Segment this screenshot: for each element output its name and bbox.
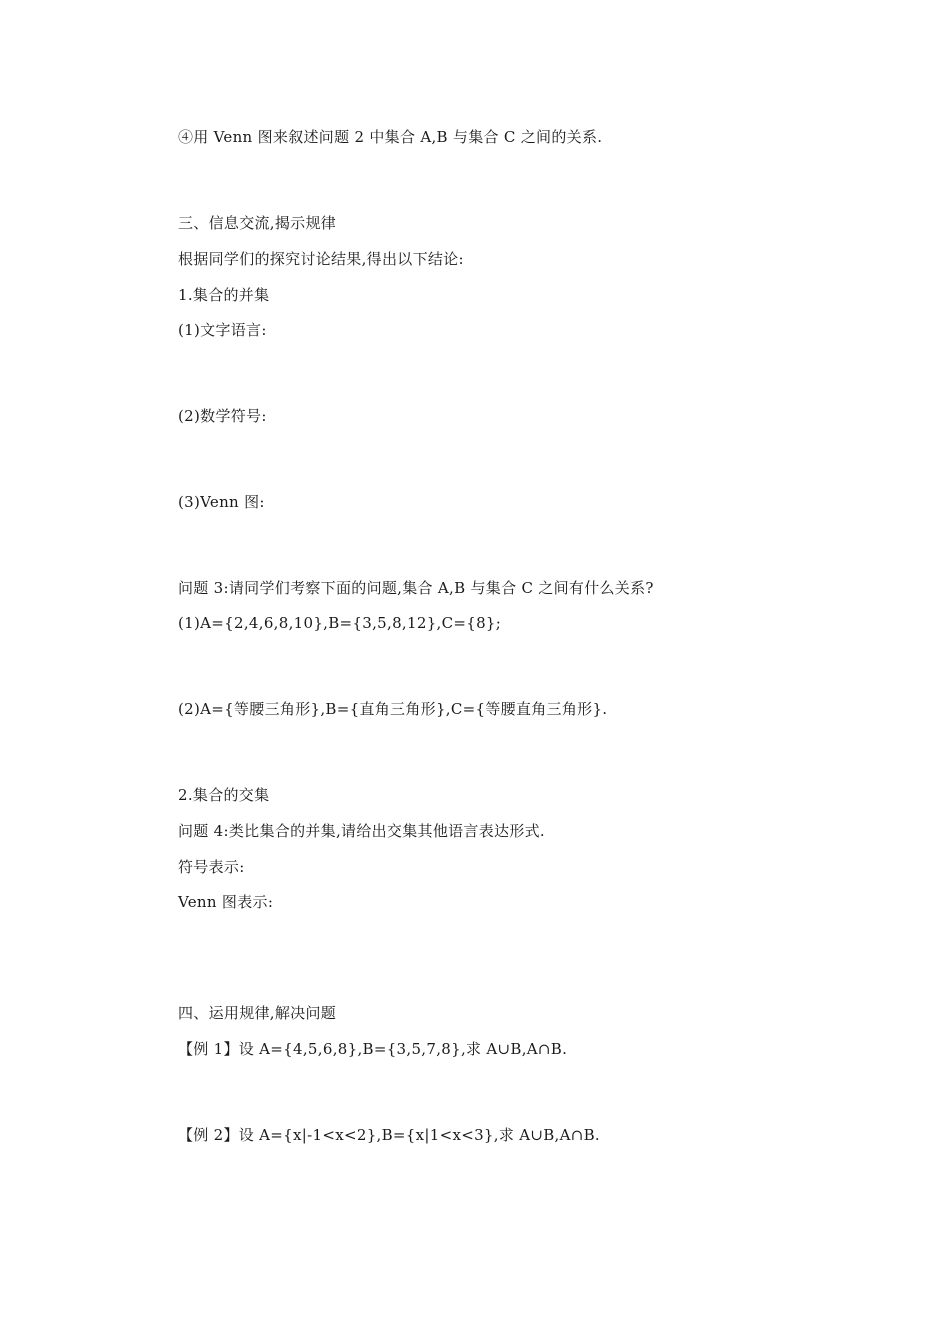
union-text-language: (1)文字语言: — [178, 321, 267, 339]
section-3-intro: 根据同学们的探究讨论结果,得出以下结论: — [178, 250, 464, 268]
question-3: 问题 3:请同学们考察下面的问题,集合 A,B 与集合 C 之间有什么关系? — [178, 579, 654, 597]
example-1: 【例 1】设 A={4,5,6,8},B={3,5,7,8},求 A∪B,A∩B. — [178, 1040, 568, 1058]
example-2: 【例 2】设 A={x|-1<x<2},B={x|1<x<3},求 A∪B,A∩B. — [178, 1126, 600, 1144]
question-3-item-1: (1)A={2,4,6,8,10},B={3,5,8,12},C={8}; — [178, 614, 502, 632]
union-venn: (3)Venn 图: — [178, 493, 265, 511]
question-3-item-2: (2)A={等腰三角形},B={直角三角形},C={等腰直角三角形}. — [178, 700, 608, 718]
venn-representation: Venn 图表示: — [178, 893, 274, 911]
intersection-title: 2.集合的交集 — [178, 786, 270, 804]
union-title: 1.集合的并集 — [178, 286, 270, 304]
question-4: 问题 4:类比集合的并集,请给出交集其他语言表达形式. — [178, 822, 546, 840]
section-3-title: 三、信息交流,揭示规律 — [178, 214, 337, 232]
symbol-representation: 符号表示: — [178, 858, 245, 876]
union-math-symbol: (2)数学符号: — [178, 407, 267, 425]
section-4-title: 四、运用规律,解决问题 — [178, 1004, 337, 1022]
venn-task-line: ④用 Venn 图来叙述问题 2 中集合 A,B 与集合 C 之间的关系. — [178, 128, 603, 146]
